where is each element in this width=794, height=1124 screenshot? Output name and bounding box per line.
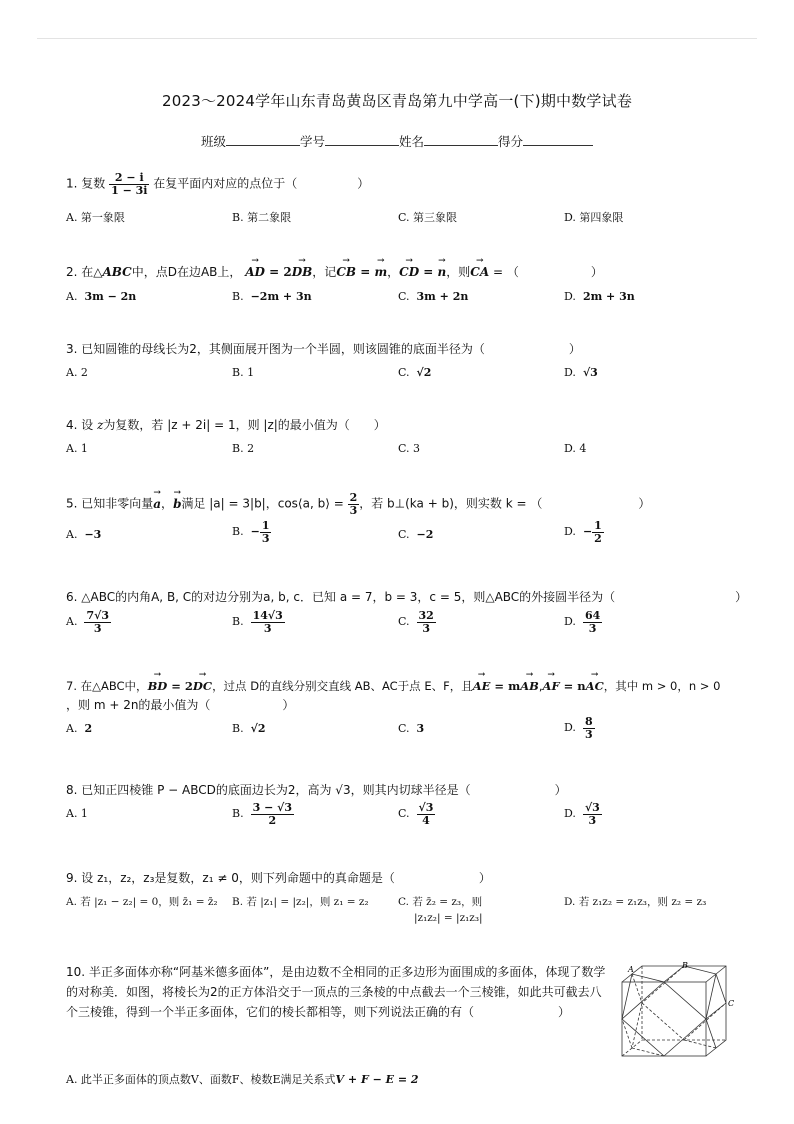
q1-option-a[interactable]: A. 第一象限: [66, 211, 125, 224]
q2-option-c[interactable]: C. 3m + 2n: [398, 290, 469, 303]
q5-option-c[interactable]: C. −2: [398, 528, 434, 541]
question-7-line-2: ，则 m + 2n的最小值为（ ）: [66, 698, 295, 712]
name-label: 姓名: [399, 134, 425, 149]
question-9: 9. 设 z₁，z₂，z₃是复数，z₁ ≠ 0，则下列命题中的真命题是（ ）: [66, 871, 491, 885]
q9-option-b[interactable]: B. 若 |z₁| = |z₂|，则 z₁ = z₂: [232, 896, 369, 908]
q4-option-d[interactable]: D. 4: [564, 442, 587, 455]
q7-option-a[interactable]: A. 2: [66, 722, 93, 735]
class-label: 班级: [200, 134, 226, 149]
question-6: 6. △ABC的内角A, B, C的对边分别为a, b, c．已知 a = 7，b = 3，c = 5，则△ABC的外接圆半径为（ ）: [66, 590, 748, 604]
q5-fraction: $\frac{2}{3}$: [349, 491, 358, 517]
q8-option-c[interactable]: C. $\frac{√3}{4}$: [398, 801, 434, 827]
q3-option-c[interactable]: C. √2: [398, 366, 432, 379]
q1-option-c[interactable]: C. 第三象限: [398, 211, 458, 224]
q9-option-d[interactable]: D. 若 z₁z₂ = z₁z₃，则 z₂ = z₃: [564, 896, 707, 908]
q4-option-b[interactable]: B. 2: [232, 442, 255, 455]
q2-option-d[interactable]: D. 2m + 3n: [564, 290, 635, 303]
question-4: 4. 设 z为复数，若 |z + 2i| = 1，则 |z|的最小值为（ ）: [66, 418, 386, 432]
q6-option-c[interactable]: C. $\frac{32}{3}$: [398, 609, 434, 635]
q3-option-a[interactable]: A. 2: [66, 366, 88, 379]
q3-option-b[interactable]: B. 1: [232, 366, 255, 379]
q3-option-d[interactable]: D. √3: [564, 366, 598, 379]
q1-option-b[interactable]: B. 第二象限: [232, 211, 292, 224]
q1-option-d[interactable]: D. 第四象限: [564, 211, 624, 224]
question-7: 7. 在△ABC中，→ BD = 2→ DC，过点 D的直线分别交直线 AB、AC于点 E、F，且→ AE = m→ AB,→ AF = n→ AC，其中 m > 0，n > 0: [66, 678, 720, 694]
q5-option-a[interactable]: A. −3: [66, 528, 102, 541]
figure-label-c: C: [728, 999, 735, 1008]
q7-option-c[interactable]: C. 3: [398, 722, 425, 735]
q2-option-a[interactable]: A. 3m − 2n: [66, 290, 137, 303]
q6-option-a[interactable]: A. $\frac{7√3}{3}$: [66, 609, 109, 635]
q10-option-a[interactable]: A. 此半正多面体的顶点数V、面数F、棱数E满足关系式V + F − E = 2: [66, 1073, 419, 1086]
name-blank[interactable]: [424, 133, 498, 146]
q1-fraction: $\frac{2 - i}{1 - 3i}$: [111, 171, 148, 197]
question-5: 5. 已知非零向量→ a，→ b满足 |a| = 3|b|，cos⟨a, b⟩ = $\frac{2}{3}$ ，若 b⊥(ka + b)，则实数 k = （ ）: [66, 492, 650, 516]
q6-option-d[interactable]: D. $\frac{64}{3}$: [564, 609, 601, 635]
q7-option-b[interactable]: B. √2: [232, 722, 266, 735]
q9-option-a[interactable]: A. 若 |z₁ − z₂| = 0，则 z̄₁ = z̄₂: [66, 896, 218, 908]
q4-option-c[interactable]: C. 3: [398, 442, 421, 455]
student-info-line: [0, 132, 794, 150]
q8-option-d[interactable]: D. $\frac{√3}{3}$: [564, 801, 600, 827]
q9-option-c-line-2: |z₁z₂| = |z₁z₃|: [414, 912, 483, 924]
q9-option-c[interactable]: C. 若 z̄₂ = z₃，则: [398, 896, 483, 908]
class-blank[interactable]: [226, 133, 300, 146]
question-8: 8. 已知正四棱锥 P − ABCD的底面边长为2，高为 √3，则其内切球半径是（ ）: [66, 783, 567, 797]
q8-option-b[interactable]: B. $\frac{3 - √3}{2}$: [232, 801, 293, 827]
cuboctahedron-figure: [612, 960, 738, 1060]
q8-option-a[interactable]: A. 1: [66, 807, 88, 820]
id-label: 学号: [299, 134, 325, 149]
q7-option-d[interactable]: D. $\frac{8}{3}$: [564, 715, 593, 741]
q4-option-a[interactable]: A. 1: [66, 442, 88, 455]
score-blank[interactable]: [523, 133, 593, 146]
page-title: 2023～2024学年山东青岛黄岛区青岛第九中学高一(下)期中数学试卷: [161, 92, 633, 110]
question-1: 1. 复数 $\frac{2 - i}{1 - 3i}$ 在复平面内对应的点位于（ ）: [66, 171, 370, 197]
top-rule: [37, 38, 757, 39]
question-3: 3. 已知圆锥的母线长为2，其侧面展开图为一个半圆，则该圆锥的底面半径为（ ）: [66, 342, 581, 356]
q6-option-b[interactable]: B. $\frac{14√3}{3}$: [232, 609, 283, 635]
figure-label-b: B: [682, 961, 688, 970]
figure-label-a: A: [628, 965, 634, 974]
q5-option-d[interactable]: D. − $\frac{1}{2}$: [564, 519, 602, 545]
score-label: 得分: [498, 134, 524, 149]
question-10: 10. 半正多面体亦称“阿基米德多面体”，是由边数不全相同的正多边形为面围成的多面体，体现了数学的对称美．如图，将棱长为2的正方体沿交于一顶点的三条棱的中点截去一个三棱锥，如此共可截去八个三棱锥，得到一个半正多面体，它们的棱长都相等，则下列说法正确的有（ ）: [66, 965, 606, 1019]
question-2: 2. 在△ABC中，点D在边AB上， → AD = 2→ DB，记→ CB = → m，→ CD = → n，则→ CA = （ ）: [66, 263, 603, 280]
q5-option-b[interactable]: B. − $\frac{1}{3}$: [232, 519, 270, 545]
q2-option-b[interactable]: B. −2m + 3n: [232, 290, 312, 303]
id-blank[interactable]: [325, 133, 399, 146]
